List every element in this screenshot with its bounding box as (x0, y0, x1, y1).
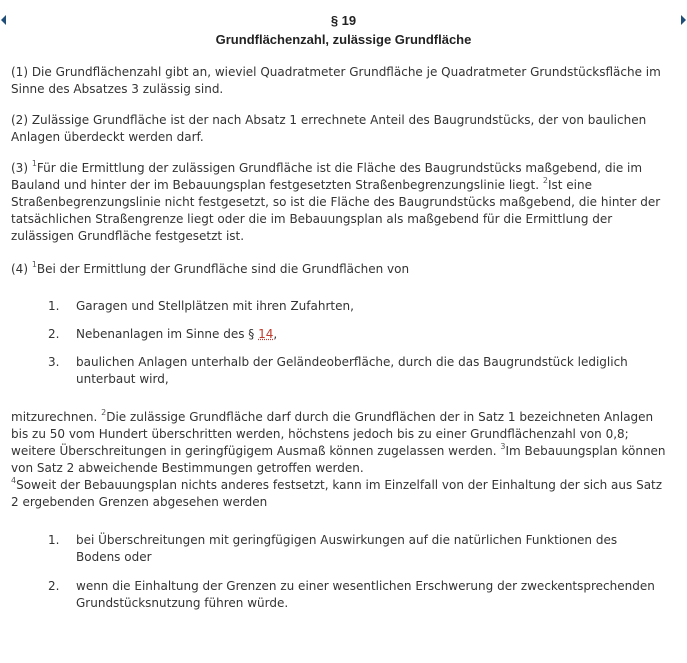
sentence-number: 2 (542, 176, 548, 185)
sentence-text: mitzurechnen. (11, 410, 98, 424)
sentence-text: Für die Ermittlung der zulässigen Grundfläche ist die Fläche des Baugrundstücks maßgebend, die im Bauland und hinter der im Bebauungsplan festgesetzten Straßenbegrenzungslinie liegt. (11, 161, 643, 192)
sentence-text: Soweit der Bebauungsplan nichts anderes festsetzt, kann im Einzelfall von der Einhaltung der sich aus Satz 2 ergebenden Grenzen abgesehen werden (11, 478, 663, 509)
list-item-number: 2. (48, 579, 60, 593)
paragraph-2: (2) Zulässige Grundfläche ist der nach Absatz 1 errechnete Anteil des Baugrundstücks, der von baulichen Anlagen überdeckt werden darf. (11, 113, 647, 144)
paragraph-link-14[interactable]: 14 (258, 327, 274, 341)
sentence-number: 4 (11, 476, 17, 485)
paragraph-label: (3) (11, 161, 28, 175)
list-item-text: Garagen und Stellplätzen mit ihren Zufahrten, (76, 299, 354, 313)
sentence-text: Bei der Ermittlung der Grundfläche sind die Grundflächen von (36, 262, 410, 276)
list-item-number: 2. (48, 327, 60, 341)
paragraph-4 (11, 261, 673, 278)
section-title: Grundflächenzahl, zulässige Grundfläche (215, 32, 472, 47)
sentence-number: 1 (31, 260, 37, 269)
sentence-text: Die zulässige Grundfläche darf durch die Grundflächen der in Satz 1 bezeichneten Anlagen bis zu 50 vom Hundert überschritten werden, höchstens jedoch bis zu einer Grundflächenzahl von 0,8; weitere Überschreitungen in geringfügigem Ausmaß können zugelassen werden. (11, 410, 654, 458)
list-item-number: 1. (48, 533, 60, 547)
list-item-text: bei Überschreitungen mit geringfügigen Auswirkungen auf die natürlichen Funktionen des Bodens oder (76, 533, 618, 564)
paragraph-4-continuation (11, 409, 673, 511)
sentence-text: Ist eine Straßenbegrenzungslinie nicht festgesetzt, so ist die Fläche des Baugrundstücks maßgebend, die hinter der tatsächlichen Straßengrenze liegt oder die im Bebauungsplan als maßgebend für die Ermittlung der zulässigen Grundfläche festgesetzt ist. (11, 178, 661, 243)
sentence-number: 3 (500, 442, 506, 451)
list-item-text: Nebenanlagen im Sinne des § 14, (76, 327, 278, 341)
sentence-text: Im Bebauungsplan können von Satz 2 abweichende Bestimmungen getroffen werden. (11, 444, 666, 475)
sentence-number: 1 (31, 159, 37, 168)
paragraph-3 (11, 160, 673, 245)
list-item-text: baulichen Anlagen unterhalb der Geländeoberfläche, durch die das Baugrundstück lediglich unterbaut wird, (76, 355, 628, 386)
sentence-number: 2 (101, 408, 107, 417)
section-number: § 19 (330, 13, 357, 28)
list-item-text: wenn die Einhaltung der Grenzen zu einer wesentlichen Erschwerung der zweckentsprechenden Grundstücksnutzung führen würde. (76, 579, 655, 610)
paragraph-1: (1) Die Grundflächenzahl gibt an, wieviel Quadratmeter Grundfläche je Quadratmeter Grundstücksfläche im Sinne des Absatzes 3 zulässig sind. (11, 65, 661, 96)
list-item-number: 1. (48, 299, 60, 313)
paragraph-label: (4) (11, 262, 28, 276)
list-item-number: 3. (48, 355, 60, 369)
